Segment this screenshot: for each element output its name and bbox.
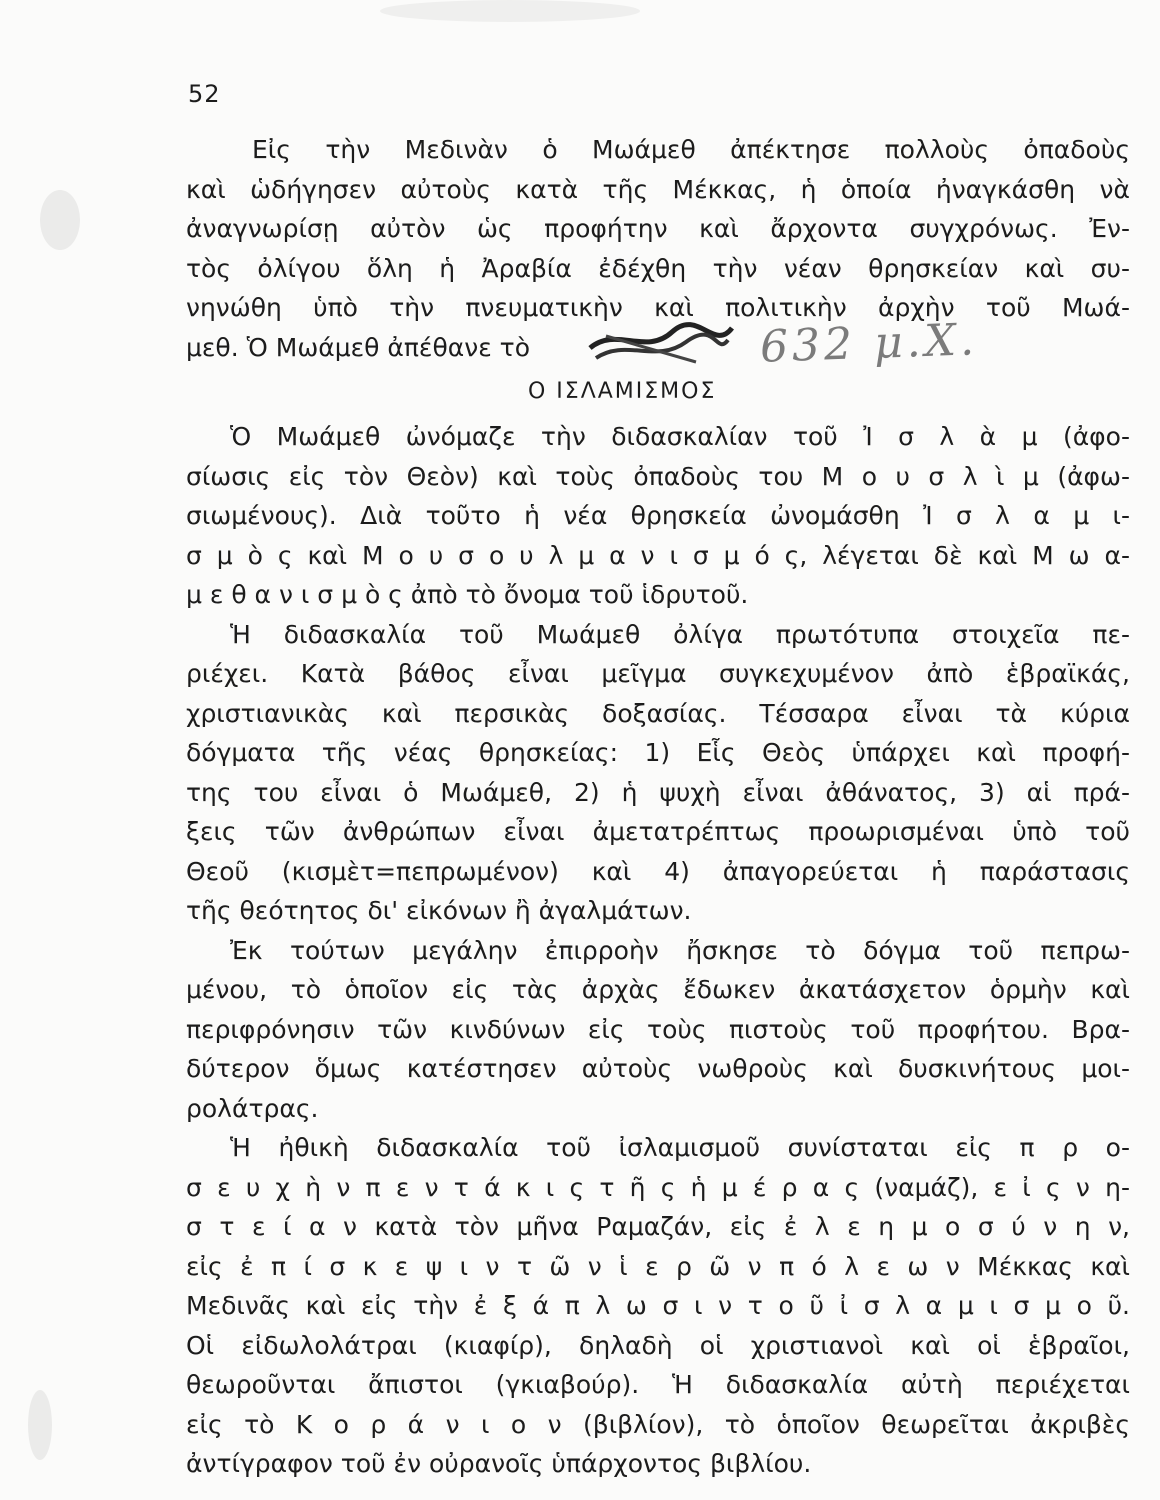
paragraph xyxy=(186,931,1130,1129)
text-line: μένου, τὸ ὁποῖον εἰς τὰς ἀρχὰς ἔδωκεν ἀκατάσχετον ὁρμὴν καὶ xyxy=(186,975,1130,1004)
scan-smudge xyxy=(380,0,640,22)
paragraph xyxy=(186,615,1130,931)
text-line: Ἡ ἠθικὴ διδασκαλία τοῦ ἰσλαμισμοῦ συνίσταται εἰς π ρ ο- xyxy=(230,1133,1130,1162)
section-heading: Ο ΙΣΛΑΜΙΣΜΟΣ xyxy=(528,379,717,404)
text-line: σίωσις εἰς τὸν Θεὸν) καὶ τοὺς ὀπαδοὺς του Μ ο υ σ λ ὶ μ (ἀφω- xyxy=(186,461,1130,491)
text-line: σ ε υ χ ὴ ν π ε ν τ ά κ ι ς τ ῆ ς ἡ μ έ ρ α ς (ναμάζ), ε ἰ ς ν η- xyxy=(186,1172,1130,1202)
text-line: Θεοῦ (κισμὲτ=πεπρωμένον) καὶ 4) ἀπαγορεύεται ἡ παράστασις xyxy=(186,856,1130,886)
text-line: χριστιανικὰς καὶ περσικὰς δοξασίας. Τέσσαρα εἶναι τὰ κύρια xyxy=(186,698,1130,728)
text-line: τὸς ὀλίγου ὅλη ἡ Ἀραβία ἐδέχθη τὴν νέαν θρησκείαν καὶ συ- xyxy=(186,253,1130,283)
text-line: ρολάτρας. xyxy=(186,1093,319,1123)
text-line: ριέχει. Κατὰ βάθος εἶναι μεῖγμα συγκεχυμένον ἀπὸ ἑβραϊκάς, xyxy=(186,659,1130,688)
text-line: περιφρόνησιν τῶν κινδύνων εἰς τοὺς πιστοὺς τοῦ προφήτου. Βρα- xyxy=(186,1014,1130,1044)
ink-scribble xyxy=(586,312,736,372)
text-line: εἰς τὸ Κ ο ρ ά ν ι ο ν (βιβλίον), τὸ ὁποῖον θεωρεῖται ἀκριβὲς xyxy=(186,1409,1130,1439)
text-line: Ἐκ τούτων μεγάλην ἐπιρροὴν ἤσκησε τὸ δόγμα τοῦ πεπρω- xyxy=(230,935,1130,965)
scan-smudge xyxy=(40,190,80,250)
text-line: Ἡ διδασκαλία τοῦ Μωάμεθ ὀλίγα πρωτότυπα στοιχεῖα πε- xyxy=(230,619,1130,649)
text-line: εἰς ἐ π ί σ κ ε ψ ι ν τ ῶ ν ἱ ε ρ ῶ ν π ό λ ε ω ν Μέκκας καὶ xyxy=(186,1251,1130,1281)
text-line: δόγματα τῆς νέας θρησκείας: 1) Εἷς Θεὸς ὑπάρχει καὶ προφή- xyxy=(186,738,1130,767)
text-line: ξεις τῶν ἀνθρώπων εἶναι ἀμετατρέπτως προωρισμέναι ὑπὸ τοῦ xyxy=(186,817,1130,846)
text-line: μ ε θ α ν ι σ μ ὸ ς ἀπὸ τὸ ὄνομα τοῦ ἱδρυτοῦ. xyxy=(186,580,749,609)
text-line: ἀντίγραφον τοῦ ἐν οὐρανοῖς ὑπάρχοντος βιβλίου. xyxy=(186,1449,812,1478)
page-number: 52 xyxy=(188,80,221,108)
text-line: Ὁ Μωάμεθ ὠνόμαζε τὴν διδασκαλίαν τοῦ Ἰ σ λ ὰ μ (ἀφο- xyxy=(230,422,1130,451)
paragraph xyxy=(186,417,1130,615)
text-line: σιωμένους). Διὰ τοῦτο ἡ νέα θρησκεία ὠνομάσθη Ἰ σ λ α μ ι- xyxy=(186,501,1130,530)
text-line: Μεδινᾶς καὶ εἰς τὴν ἐ ξ ά π λ ω σ ι ν τ ο ῦ ἰ σ λ α μ ι σ μ ο ῦ. xyxy=(186,1291,1130,1320)
text-line: τῆς θεότητος δι' εἰκόνων ἢ ἀγαλμάτων. xyxy=(186,896,692,925)
text-line: Εἰς τὴν Μεδινὰν ὁ Μωάμεθ ἀπέκτησε πολλοὺς ὀπαδοὺς xyxy=(252,135,1130,164)
text-line: δύτερον ὅμως κατέστησεν αὐτοὺς νωθροὺς καὶ δυσκινήτους μοι- xyxy=(186,1054,1130,1083)
scan-smudge xyxy=(28,1390,52,1460)
text-line: καὶ ὡδήγησεν αὐτοὺς κατὰ τῆς Μέκκας, ἡ ὁποία ἠναγκάσθη νὰ xyxy=(186,174,1130,204)
text-line: σ τ ε ί α ν κατὰ τὸν μῆνα Ραμαζάν, εἰς ἐ λ ε η μ ο σ ύ ν η ν, xyxy=(186,1212,1130,1241)
text-line: σ μ ὸ ς καὶ Μ ο υ σ ο υ λ μ α ν ι σ μ ό ς, λέγεται δὲ καὶ Μ ω α- xyxy=(186,540,1130,570)
text-line: Οἱ εἰδωλολάτραι (κιαφίρ), δηλαδὴ οἱ χριστιανοὶ καὶ οἱ ἑβραῖοι, xyxy=(186,1330,1130,1360)
text-line: μεθ. Ὁ Μωάμεθ ἀπέθανε τὸ xyxy=(186,332,530,362)
paragraph xyxy=(186,1128,1130,1484)
handwritten-note: 632 μ.Χ. xyxy=(759,314,979,373)
text-line: νηνώθη ὑπὸ τὴν πνευματικὴν καὶ πολιτικὴν ἀρχὴν τοῦ Μωά- xyxy=(186,293,1130,322)
text-line: της του εἶναι ὁ Μωάμεθ, 2) ἡ ψυχὴ εἶναι ἀθάνατος, 3) αἱ πρά- xyxy=(186,777,1130,807)
text-line: θεωροῦνται ἄπιστοι (γκιαβούρ). Ἡ διδασκαλία αὐτὴ περιέχεται xyxy=(186,1370,1130,1399)
text-line: ἀναγνωρίσῃ αὐτὸν ὡς προφήτην καὶ ἄρχοντα συγχρόνως. Ἐν- xyxy=(186,214,1130,243)
